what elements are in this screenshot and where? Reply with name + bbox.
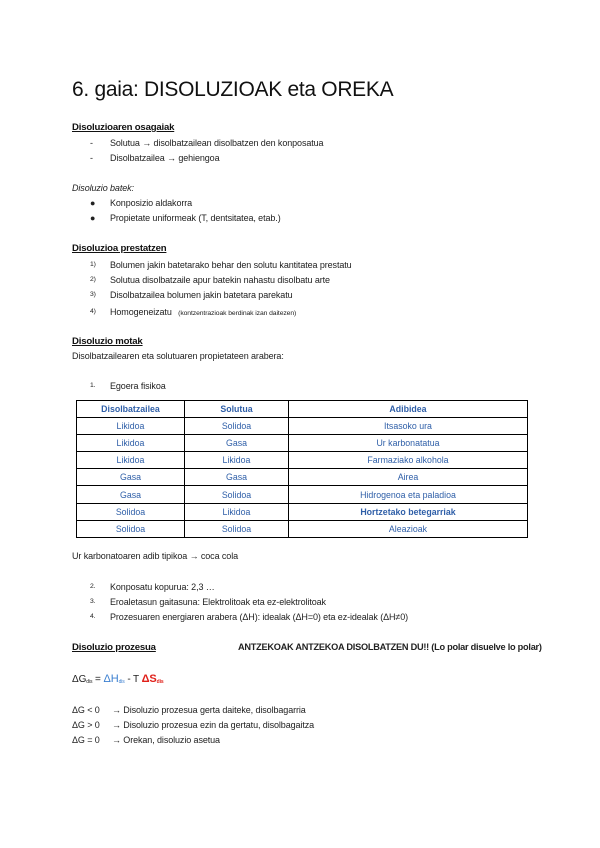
list-number: 1. bbox=[90, 382, 96, 389]
condition-text: → Disoluzio prozesua ezin da gertatu, disolbagaitza bbox=[112, 720, 315, 730]
eq-entropy-sub: dis bbox=[156, 679, 164, 685]
gibbs-equation bbox=[72, 673, 164, 685]
table-cell: Gasa bbox=[77, 469, 185, 486]
eq-lhs-sub: dis bbox=[86, 679, 93, 685]
table-row bbox=[77, 503, 528, 520]
condition-text: → Orekan, disoluzio asetua bbox=[112, 735, 220, 745]
table-header-cell: Disolbatzailea bbox=[77, 401, 185, 418]
eq-enthalpy-sub: dis bbox=[118, 679, 125, 685]
condition-row bbox=[72, 705, 306, 715]
list-item: Solutua → disolbatzailean disolbatzen den konposatua bbox=[110, 138, 324, 148]
eq-enthalpy: ΔH bbox=[103, 673, 119, 685]
table-cell: Solidoa bbox=[185, 418, 289, 435]
list-item-note: (kontzentrazioak berdinak izan daitezen) bbox=[178, 310, 297, 317]
dot-bullet: ● bbox=[90, 213, 96, 223]
motak-intro: Disolbatzailearen eta solutuaren propietateen arabera: bbox=[72, 351, 284, 361]
table-header-row bbox=[77, 401, 528, 418]
table-row bbox=[77, 469, 528, 486]
table-cell: Itsasoko ura bbox=[289, 418, 528, 435]
table-cell: Likidoa bbox=[77, 418, 185, 435]
list-number: 4) bbox=[90, 308, 96, 315]
table-cell: Likidoa bbox=[77, 435, 185, 452]
dash-bullet: - bbox=[90, 138, 93, 148]
table-cell: Likidoa bbox=[185, 452, 289, 469]
list-number: 3) bbox=[90, 291, 96, 298]
table-cell: Hortzetako betegarriak bbox=[289, 503, 528, 520]
list-number: 1) bbox=[90, 261, 96, 268]
eq-minus-t: - T bbox=[124, 674, 142, 685]
list-item: Prozesuaren energiaren arabera (ΔH): idealak (ΔH=0) eta ez-idealak (ΔH≠0) bbox=[110, 612, 409, 622]
section-heading-prestatzen: Disoluzioa prestatzen bbox=[72, 243, 167, 254]
table-cell: Gasa bbox=[185, 435, 289, 452]
condition-row bbox=[72, 720, 314, 730]
states-table bbox=[76, 400, 528, 538]
dash-bullet: - bbox=[90, 153, 93, 163]
table-cell: Solidoa bbox=[185, 486, 289, 503]
table-row bbox=[77, 486, 528, 503]
table-cell: Solidoa bbox=[77, 520, 185, 537]
table-cell: Airea bbox=[289, 469, 528, 486]
condition-text: → Disoluzio prozesua gerta daiteke, disolbagarria bbox=[112, 705, 306, 715]
table-cell: Ur karbonatatua bbox=[289, 435, 528, 452]
list-item: Disolbatzailea → gehiengoa bbox=[110, 153, 220, 163]
list-item: Propietate uniformeak (T, dentsitatea, etab.) bbox=[110, 213, 281, 223]
list-item: Disolbatzailea bolumen jakin batetara parekatu bbox=[110, 290, 293, 300]
table-row bbox=[77, 452, 528, 469]
table-cell: Gasa bbox=[185, 469, 289, 486]
table-cell: Aleazioak bbox=[289, 520, 528, 537]
table-row bbox=[77, 520, 528, 537]
list-number: 3. bbox=[90, 598, 96, 605]
condition-expr: ΔG > 0 bbox=[72, 720, 100, 730]
table-cell: Likidoa bbox=[77, 452, 185, 469]
list-item: Konposizio aldakorra bbox=[110, 198, 193, 208]
table-cell: Gasa bbox=[77, 486, 185, 503]
list-item: Eroaletasun gaitasuna: Elektrolitoak eta ez-elektrolitoak bbox=[110, 597, 326, 607]
eq-lhs: ΔG bbox=[72, 674, 87, 685]
list-item-text: Homogeneizatu bbox=[110, 307, 172, 317]
batek-label: Disoluzio batek: bbox=[72, 183, 134, 193]
condition-expr: ΔG = 0 bbox=[72, 735, 100, 745]
dot-bullet: ● bbox=[90, 198, 96, 208]
list-item bbox=[110, 307, 296, 317]
condition-expr: ΔG < 0 bbox=[72, 705, 100, 715]
eq-entropy: ΔS bbox=[141, 673, 157, 685]
section-heading-prozesua: Disoluzio prozesua bbox=[72, 642, 156, 653]
table-cell: Solidoa bbox=[185, 520, 289, 537]
table-note: Ur karbonatoaren adib tipikoa → coca cola bbox=[72, 551, 238, 561]
list-number: 4. bbox=[90, 613, 96, 620]
list-item: Egoera fisikoa bbox=[110, 381, 166, 391]
table-cell: Likidoa bbox=[185, 503, 289, 520]
table-header-cell: Adibidea bbox=[289, 401, 528, 418]
section-heading-osagaiak: Disoluzioaren osagaiak bbox=[72, 122, 175, 133]
page-title: 6. gaia: DISOLUZIOAK eta OREKA bbox=[72, 78, 394, 101]
list-item: Konposatu kopurua: 2,3 … bbox=[110, 582, 215, 592]
table-cell: Farmaziako alkohola bbox=[289, 452, 528, 469]
list-number: 2) bbox=[90, 276, 96, 283]
list-item: Bolumen jakin batetarako behar den solutu kantitatea prestatu bbox=[110, 260, 352, 270]
prozesua-slogan: ANTZEKOAK ANTZEKOA DISOLBATZEN DU!! (Lo polar disuelve lo polar) bbox=[238, 642, 542, 652]
eq-equals: = bbox=[92, 674, 104, 685]
condition-row bbox=[72, 735, 220, 745]
list-number: 2. bbox=[90, 583, 96, 590]
table-cell: Solidoa bbox=[77, 503, 185, 520]
list-item: Solutua disolbatzaile apur batekin nahastu disolbatu arte bbox=[110, 275, 330, 285]
table-row bbox=[77, 435, 528, 452]
section-heading-motak: Disoluzio motak bbox=[72, 336, 143, 347]
table-header-cell: Solutua bbox=[185, 401, 289, 418]
table-cell: Hidrogenoa eta paladioa bbox=[289, 486, 528, 503]
table-row bbox=[77, 418, 528, 435]
